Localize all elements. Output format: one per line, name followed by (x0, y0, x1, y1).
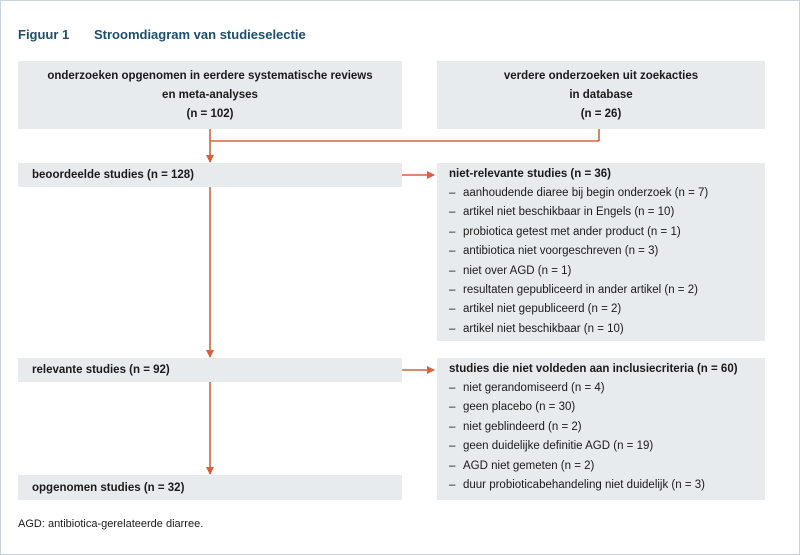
footnote: AGD: antibiotica-gerelateerde diarree. (18, 518, 204, 530)
list-item: – geen placebo (n = 30) (449, 401, 576, 414)
excluded-not-relevant-box (437, 163, 765, 341)
list-item-text: probiotica getest met ander product (n = 1) (463, 225, 681, 238)
list-item-text: niet gerandomiseerd (n = 4) (463, 382, 605, 394)
relevant-studies-box (18, 358, 402, 382)
source-box-database (437, 61, 765, 129)
list-item-text: artikel niet beschikbaar in Engels (n = 10) (463, 206, 675, 219)
assessed-studies-box (18, 163, 402, 187)
excluded-criteria-box (437, 358, 765, 500)
source-box-reviews (18, 61, 402, 129)
list-item-text: artikel niet gepubliceerd (n = 2) (463, 303, 622, 316)
list-item: – geen duidelijke definitie AGD (n = 19) (449, 440, 654, 453)
list-item-text: niet geblindeerd (n = 2) (463, 420, 582, 433)
relevant-studies-label: relevante studies (n = 92) (32, 364, 170, 376)
list-item: – artikel niet beschikbaar in Engels (n = 10) (449, 206, 675, 219)
list-item: – duur probioticabehandeling niet duidelijk (n = 3) (449, 478, 705, 491)
assessed-studies-label: beoordeelde studies (n = 128) (32, 169, 195, 181)
list-item-text: antibiotica niet voorgeschreven (n = 3) (463, 245, 659, 258)
list-item: – niet over AGD (n = 1) (449, 264, 572, 277)
list-item-text: niet over AGD (n = 1) (463, 264, 572, 277)
included-studies-label: opgenomen studies (n = 32) (32, 481, 185, 494)
source-left-line2: en meta-analyses (162, 89, 258, 101)
source-right-line3: (n = 26) (580, 108, 622, 120)
list-item: – AGD niet gemeten (n = 2) (449, 459, 595, 472)
excluded-criteria-heading: studies die niet voldeden aan inclusiecriteria (n = 60) (449, 363, 738, 375)
list-item-text: geen placebo (n = 30) (463, 401, 576, 414)
source-right-line2: in database (569, 89, 633, 101)
list-item-text: duur probioticabehandeling niet duidelijk (n = 3) (463, 478, 705, 491)
excluded-not-relevant-list (449, 184, 755, 339)
list-item: – artikel niet gepubliceerd (n = 2) (449, 303, 622, 316)
excluded-criteria-list (449, 379, 755, 495)
list-item-text: resultaten gepubliceerd in ander artikel (n = 2) (463, 283, 698, 296)
list-item-text: geen duidelijke definitie AGD (n = 19) (463, 440, 654, 453)
source-right-line1: verdere onderzoeken uit zoekacties (503, 70, 699, 82)
source-left-line3: (n = 102) (186, 108, 234, 120)
list-item: – antibiotica niet voorgeschreven (n = 3) (449, 245, 659, 258)
list-item: – resultaten gepubliceerd in ander artikel (n = 2) (449, 283, 698, 296)
list-item-text: aanhoudende diaree bij begin onderzoek (n = 7) (463, 187, 709, 199)
figure-label: Figuur 1 (18, 27, 70, 42)
included-studies-box (18, 475, 402, 500)
list-item: – niet gerandomiseerd (n = 4) (449, 382, 605, 394)
list-item-text: AGD niet gemeten (n = 2) (463, 459, 595, 472)
list-item: – artikel niet beschikbaar (n = 10) (449, 322, 624, 335)
source-left-line1: onderzoeken opgenomen in eerdere systematische reviews (47, 70, 373, 82)
figure-caption: Stroomdiagram van studieselectie (94, 27, 306, 42)
list-item: – aanhoudende diaree bij begin onderzoek (n = 7) (449, 187, 709, 199)
list-item-text: artikel niet beschikbaar (n = 10) (463, 322, 624, 335)
excluded-not-relevant-heading: niet-relevante studies (n = 36) (449, 168, 612, 180)
list-item: – probiotica getest met ander product (n = 1) (449, 225, 681, 238)
list-item: – niet geblindeerd (n = 2) (449, 420, 582, 433)
